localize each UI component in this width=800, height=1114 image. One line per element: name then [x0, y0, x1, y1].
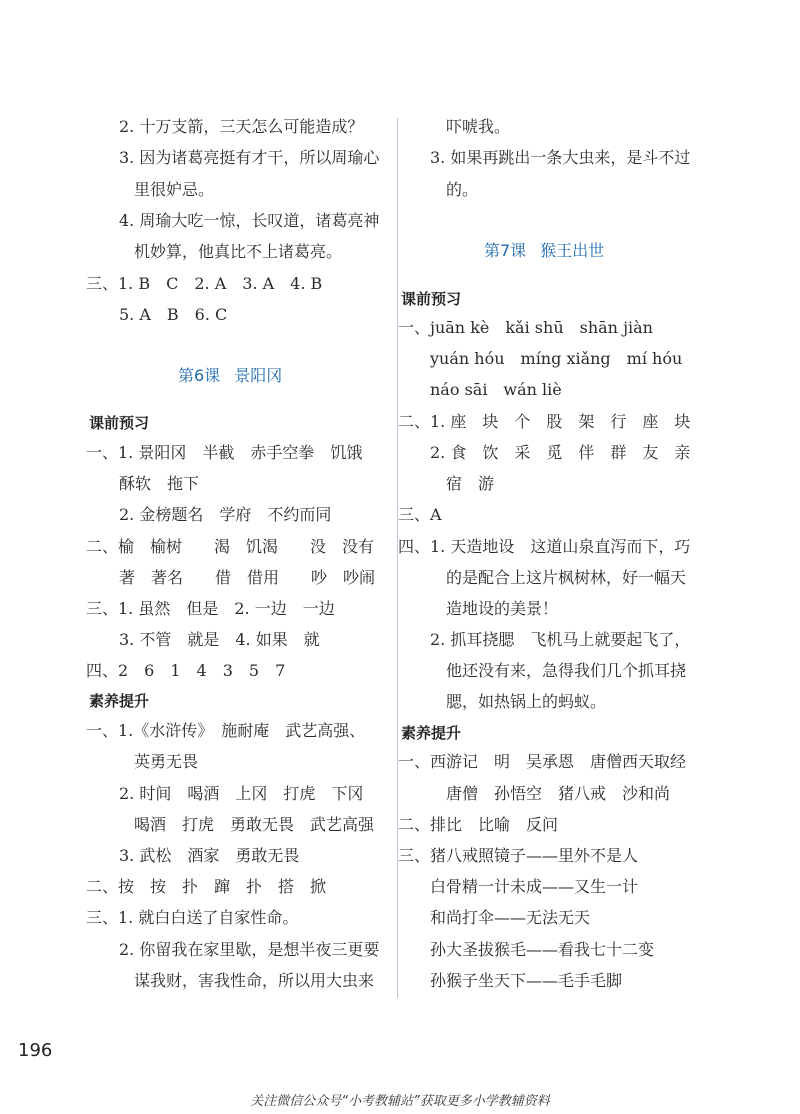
left-item-f1: 二、榆 榆树 渴 饥渴 没 没有	[86, 537, 375, 556]
left-preview-heading: 课前预习	[89, 414, 150, 432]
right-item-c1: 二、1. 座 块 个 股 架 行 座 块	[398, 412, 691, 431]
left-item-e3: 2. 金榜题名 学府 不约而同	[119, 505, 332, 524]
left-item-k3: 谋我财，害我性命，所以用大虫来	[134, 971, 375, 990]
left-item-e1: 一、1. 景阳冈 半截 赤手空拳 饥饿	[86, 443, 363, 462]
lesson-6-title	[178, 363, 296, 386]
right-item-b1: 一、juān kè kǎi shū shān jiàn	[398, 318, 653, 337]
left-item-i1: 一、1.《水浒传》 施耐庵 武艺高强、	[86, 721, 366, 740]
right-item-c3: 宿 游	[446, 474, 495, 493]
right-item-e5: 他还没有来，急得我们几个抓耳挠	[446, 661, 687, 680]
right-item-h3: 和尚打伞——无法无天	[430, 908, 591, 927]
right-item-h2: 白骨精一计未成——又生一计	[430, 877, 639, 896]
left-item-a1: 2. 十万支箭，三天怎么可能造成？	[119, 117, 364, 136]
left-item-j1: 二、按 按 扑 蹿 扑 搭 掀	[86, 877, 327, 896]
right-item-g1: 二、排比 比喻 反问	[398, 815, 559, 834]
right-item-a3: 的。	[446, 180, 479, 199]
right-item-h1: 三、猪八戒照镜子——里外不是人	[398, 846, 639, 865]
footer-notice: 关注微信公众号“小考教辅站”获取更多小学教辅资料	[250, 1094, 550, 1109]
left-improve-heading: 素养提升	[89, 692, 150, 710]
right-item-h4: 孙大圣拔猴毛——看我七十二变	[430, 940, 655, 959]
right-item-a1: 吓唬我。	[446, 117, 511, 136]
right-item-c2: 2. 食 饮 采 觅 伴 群 友 亲	[430, 443, 691, 462]
left-item-i5: 3. 武松 酒家 勇敢无畏	[119, 846, 300, 865]
right-item-e4: 2. 抓耳挠腮 飞机马上就要起飞了，	[430, 630, 691, 649]
left-item-f2: 著 著名 借 借用 吵 吵闹	[119, 568, 376, 587]
right-improve-heading: 素养提升	[401, 724, 462, 742]
lesson-7-name: 猴王出世	[540, 241, 605, 260]
left-item-i3: 2. 时间 喝酒 上冈 打虎 下冈	[119, 784, 364, 803]
left-item-c2: 机妙算，他真比不上诸葛亮。	[134, 242, 343, 261]
page-number: 196	[18, 1040, 53, 1061]
left-item-i4: 喝酒 打虎 勇敢无畏 武艺高强	[134, 815, 375, 834]
lesson-7-number: 第7课	[484, 241, 527, 260]
right-preview-heading: 课前预习	[401, 290, 462, 308]
right-item-e6: 腮，如热锅上的蚂蚁。	[446, 692, 607, 711]
right-item-d1: 三、A	[398, 505, 442, 524]
right-item-f1: 一、西游记 明 吴承恩 唐僧西天取经	[398, 752, 687, 771]
left-item-e2: 酥软 拖下	[119, 474, 200, 493]
right-item-b3: náo sāi wán liè	[430, 380, 562, 399]
right-item-b2: yuán hóu míng xiǎng mí hóu	[430, 349, 683, 368]
left-item-k1: 三、1. 就白白送了自家性命。	[86, 908, 299, 927]
left-item-c1: 4. 周瑜大吃一惊，长叹道，诸葛亮神	[119, 211, 380, 230]
left-item-g2: 3. 不管 就是 4. 如果 就	[119, 630, 320, 649]
left-item-b2: 里很妒忌。	[134, 180, 215, 199]
column-divider	[397, 118, 398, 998]
right-item-e3: 造地设的美景！	[446, 599, 559, 618]
left-item-d1: 三、1. B C 2. A 3. A 4. B	[86, 274, 323, 293]
right-item-h5: 孙猴子坐天下——毛手毛脚	[430, 971, 623, 990]
lesson-6-number: 第6课	[178, 366, 221, 385]
right-item-e1: 四、1. 天造地设 这道山泉直泻而下，巧	[398, 537, 691, 556]
right-item-f2: 唐僧 孙悟空 猪八戒 沙和尚	[446, 784, 671, 803]
left-item-k2: 2. 你留我在家里歇，是想半夜三更要	[119, 940, 380, 959]
left-item-h1: 四、2 6 1 4 3 5 7	[86, 661, 286, 680]
left-item-b1: 3. 因为诸葛亮挺有才干，所以周瑜心	[119, 148, 380, 167]
right-item-a2: 3. 如果再跳出一条大虫来，是斗不过	[430, 148, 691, 167]
left-item-g1: 三、1. 虽然 但是 2. 一边 一边	[86, 599, 335, 618]
lesson-6-name: 景阳冈	[234, 366, 283, 385]
right-item-e2: 的是配合上这片枫树林，好一幅天	[446, 568, 687, 587]
lesson-7-title	[484, 238, 618, 261]
left-item-i2: 英勇无畏	[134, 752, 199, 771]
left-item-d2: 5. A B 6. C	[119, 305, 228, 324]
